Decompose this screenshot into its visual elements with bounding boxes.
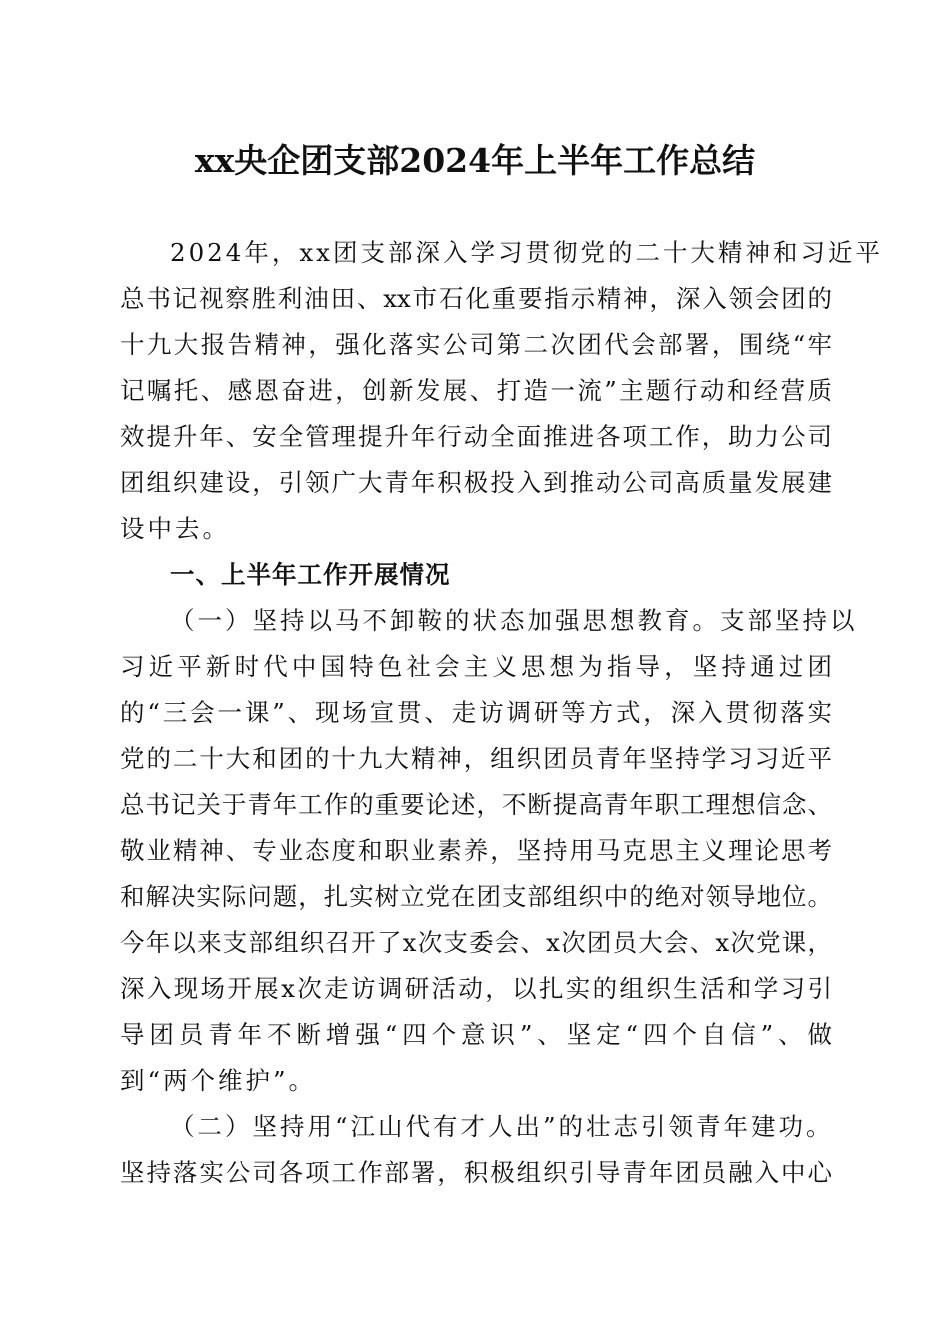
paragraph-line: 效提升年、安全管理提升年行动全面推进各项工作，助力公司 [120,422,832,451]
paragraph-line: 团组织建设，引领广大青年积极投入到推动公司高质量发展建 [120,468,832,497]
paragraph-line: 敬业精神、专业态度和职业素养，坚持用马克思主义理论思考 [120,836,832,865]
paragraph-line: 党的二十大和团的十九大精神，组织团员青年坚持学习习近平 [120,744,832,773]
subsection-line: （一）坚持以马不卸鞍的状态加强思想教育。支部坚持以 [170,606,858,635]
paragraph-line: 和解决实际问题，扎实树立党在团支部组织中的绝对领导地位。 [120,882,832,911]
paragraph-line: 记嘱托、感恩奋进，创新发展、打造一流”主题行动和经营质 [120,376,832,405]
paragraph-line: 到“两个维护”。 [120,1066,317,1095]
paragraph-line: 今年以来支部组织召开了x次支委会、x次团员大会、x次党课， [120,928,832,957]
paragraph-line: 导团员青年不断增强“四个意识”、坚定“四个自信”、做 [120,1020,832,1049]
paragraph-line: 坚持落实公司各项工作部署，积极组织引导青年团员融入中心 [120,1158,832,1187]
paragraph-line: 总书记关于青年工作的重要论述，不断提高青年职工理想信念、 [120,790,832,819]
paragraph-line: 习近平新时代中国特色社会主义思想为指导，坚持通过团 [120,652,832,681]
document-body [120,230,883,1196]
paragraph-line: 的“三会一课”、现场宣贯、走访调研等方式，深入贯彻落实 [120,698,832,727]
paragraph-line: 深入现场开展x次走访调研活动，以扎实的组织生活和学习引 [120,974,832,1003]
section-heading: 一、上半年工作开展情况 [170,560,451,589]
document-title: xx央企团支部2024年上半年工作总结 [194,141,756,180]
paragraph-line: 总书记视察胜利油田、xx市石化重要指示精神，深入领会团的 [120,284,832,313]
paragraph-line: 十九大报告精神，强化落实公司第二次团代会部署，围绕“牢 [120,330,832,359]
paragraph-line: 设中去。 [120,514,230,543]
paragraph-line: 2024年，xx团支部深入学习贯彻党的二十大精神和习近平 [170,238,883,267]
subsection-line: （二）坚持用“江山代有才人出”的壮志引领青年建功。 [170,1112,834,1141]
